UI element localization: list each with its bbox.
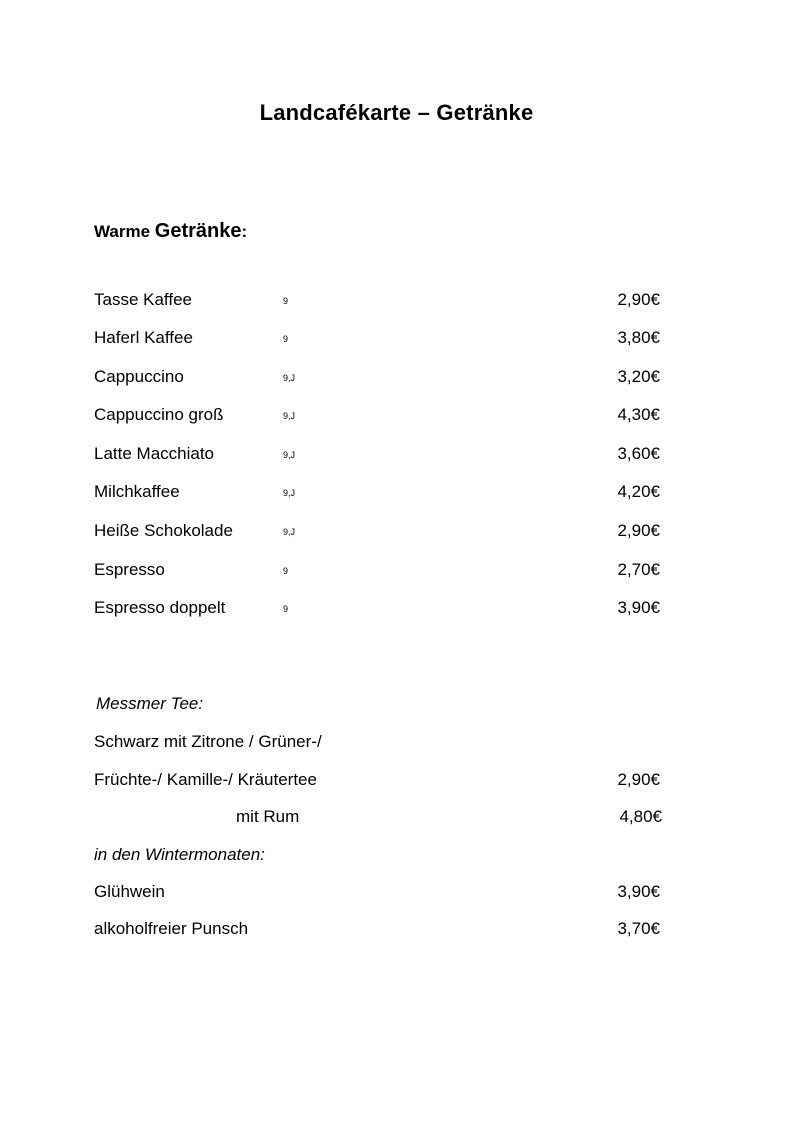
menu-item-price: 3,60€ (617, 444, 660, 463)
section-heading-colon: : (241, 222, 248, 241)
menu-item (0, 598, 793, 620)
menu-item-code: 9,J (283, 411, 296, 421)
menu-item-code: 9 (283, 334, 289, 344)
menu-item-name: alkoholfreier Punsch (94, 919, 249, 938)
menu-item-price: 2,90€ (617, 521, 660, 540)
menu-item-name: Cappuccino (94, 367, 184, 386)
menu-item-price: 2,90€ (617, 770, 660, 789)
tea-heading: Messmer Tee: (96, 694, 204, 713)
menu-item-code: 9,J (283, 488, 296, 498)
menu-item (0, 367, 793, 389)
menu-item-price: 3,90€ (617, 598, 660, 617)
section-heading-prefix: Warme (94, 222, 151, 241)
menu-item-code: 9,J (283, 527, 296, 537)
menu-item-price: 4,80€ (619, 807, 662, 826)
section-heading-warm-drinks (94, 220, 247, 243)
menu-item (0, 482, 793, 504)
menu-item (0, 444, 793, 466)
section-heading-main: Getränke (154, 220, 242, 242)
menu-item-price: 3,80€ (617, 328, 660, 347)
menu-item-name: Tasse Kaffee (94, 290, 192, 309)
menu-item-price: 4,30€ (617, 405, 660, 424)
menu-item-name: Espresso (94, 560, 165, 579)
page-title: Landcafékarte – Getränke (259, 100, 534, 125)
menu-item-price: 3,70€ (617, 919, 660, 938)
menu-item (0, 882, 793, 904)
menu-item-price: 2,70€ (617, 560, 660, 579)
menu-item-code: 9 (283, 296, 289, 306)
tea-varieties-line: Schwarz mit Zitrone / Grüner-/ (94, 732, 322, 751)
menu-item-name: Cappuccino groß (94, 405, 224, 424)
menu-item (0, 919, 793, 941)
menu-item (0, 290, 793, 312)
menu-item-name: Milchkaffee (94, 482, 180, 501)
menu-item-name: mit Rum (236, 807, 300, 826)
menu-item-price: 4,20€ (617, 482, 660, 501)
menu-item (0, 770, 793, 792)
menu-item (0, 328, 793, 350)
menu-item (0, 521, 793, 543)
menu-item-code: 9 (283, 566, 289, 576)
menu-item-name: Espresso doppelt (94, 598, 226, 617)
menu-item-name: Latte Macchiato (94, 444, 215, 463)
menu-item-name: Haferl Kaffee (94, 328, 193, 347)
menu-item-code: 9 (283, 604, 289, 614)
menu-item (0, 560, 793, 582)
menu-item-name: Früchte-/ Kamille-/ Kräutertee (94, 770, 317, 789)
menu-item-rum (0, 807, 793, 829)
menu-item-price: 2,90€ (617, 290, 660, 309)
menu-item (0, 405, 793, 427)
menu-item-price: 3,20€ (617, 367, 660, 386)
menu-item-code: 9,J (283, 373, 296, 383)
menu-item-code: 9,J (283, 450, 296, 460)
menu-item-name: Heiße Schokolade (94, 521, 233, 540)
winter-heading: in den Wintermonaten: (94, 845, 265, 864)
menu-item-name: Glühwein (94, 882, 165, 901)
menu-item-price: 3,90€ (617, 882, 660, 901)
